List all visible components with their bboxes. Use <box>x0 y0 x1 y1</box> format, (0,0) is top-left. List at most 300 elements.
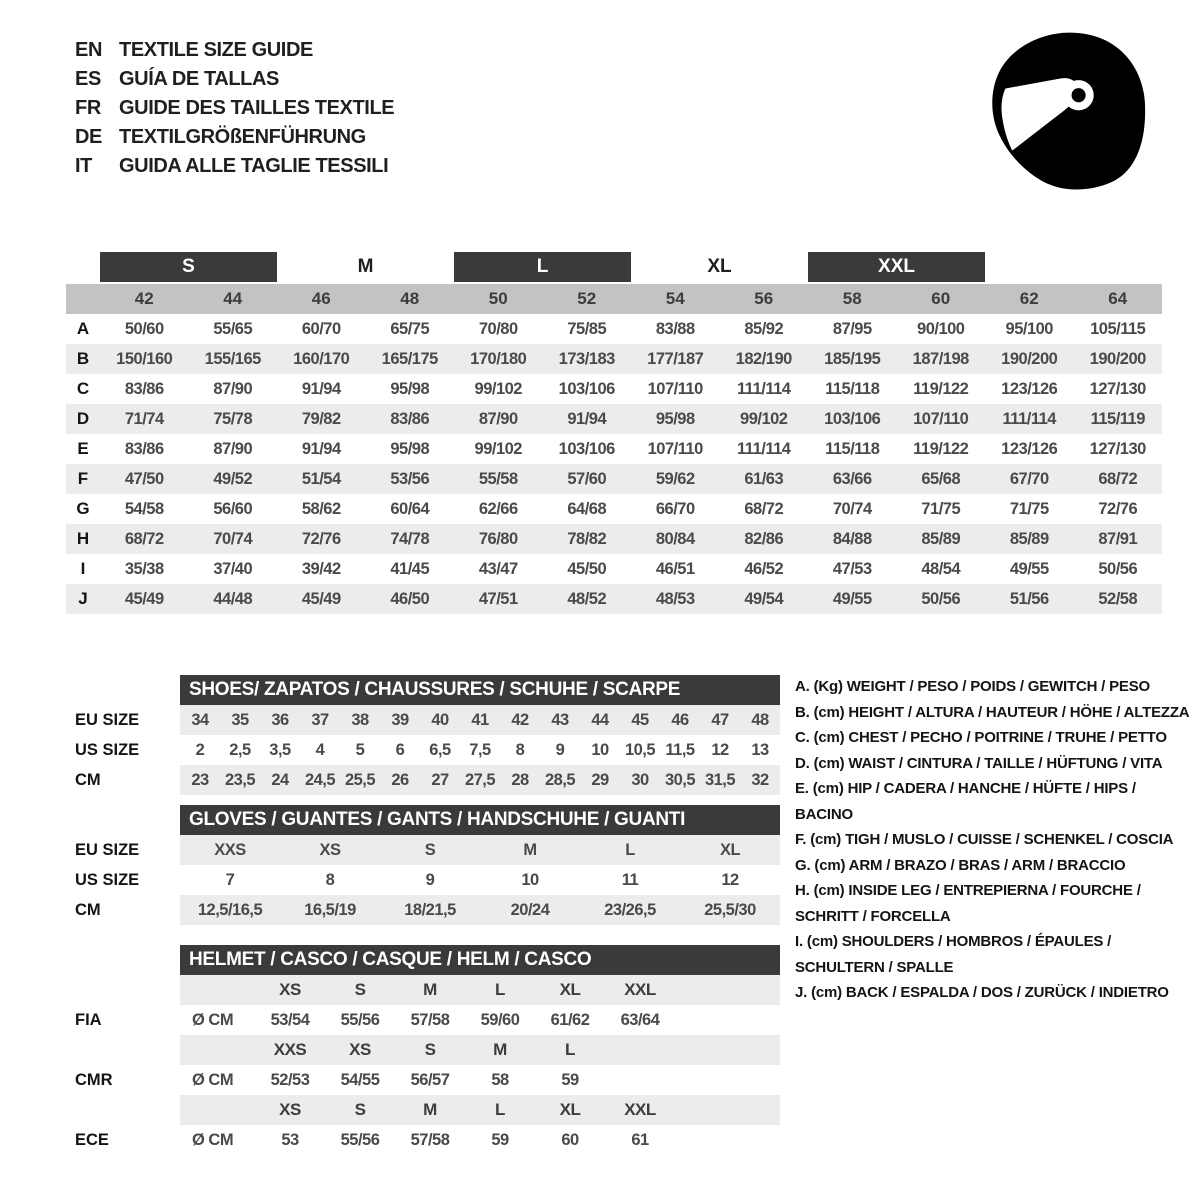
helmet-size-label: L <box>495 1100 505 1119</box>
measure-row-label: E <box>77 439 89 458</box>
measure-row-label: B <box>76 349 90 368</box>
measure-value: 50/56 <box>921 589 961 608</box>
measure-value: 56/60 <box>213 499 253 518</box>
strip-row-band <box>180 705 780 735</box>
helmet-value: 58 <box>491 1070 509 1089</box>
helmet-size-label: XL <box>559 1100 581 1119</box>
measure-value: 91/94 <box>301 379 341 398</box>
strip-value: 48 <box>751 710 769 729</box>
strip-value: 11 <box>621 870 639 889</box>
language-title: GUÍA DE TALLAS <box>119 68 279 90</box>
strip-row-label <box>66 1035 180 1065</box>
legend-item: G. (cm) ARM / BRAZO / BRAS / ARM / BRACCIO <box>795 856 1126 874</box>
measure-row-label: J <box>78 589 88 608</box>
language-title-list <box>75 36 394 181</box>
measure-row-b <box>66 344 1162 374</box>
measure-value: 95/98 <box>390 439 430 458</box>
language-code: IT <box>75 155 92 177</box>
strip-value: 45 <box>631 710 649 729</box>
helmet-size-label <box>605 1035 675 1065</box>
helmet-value <box>605 1065 675 1095</box>
language-code: DE <box>75 126 102 148</box>
strip-value: 12 <box>721 870 739 889</box>
helmet-size-label: L <box>495 980 505 999</box>
strip-value: 9 <box>425 870 435 889</box>
legend-item: H. (cm) INSIDE LEG / ENTREPIERNA / FOURCHE / SCHRITT / FORCELLA <box>795 882 1141 925</box>
helmet-sizes-band <box>180 1035 780 1065</box>
measure-value: 46/50 <box>390 589 430 608</box>
measure-value: 103/106 <box>824 409 881 428</box>
measure-value: 52/58 <box>1098 589 1138 608</box>
shoes-section-title: SHOES/ ZAPATOS / CHAUSSURES / SCHUHE / SCARPE <box>180 675 780 705</box>
strip-value: 47 <box>711 710 729 729</box>
strip-value: 7 <box>225 870 235 889</box>
measure-value: 47/53 <box>832 559 872 578</box>
measure-value: 45/49 <box>301 589 341 608</box>
strip-value: 10,5 <box>624 740 656 759</box>
language-title: GUIDE DES TAILLES TEXTILE <box>119 97 395 119</box>
strip-value: 32 <box>751 770 769 789</box>
helmet-size-label: XXL <box>624 1100 656 1119</box>
measure-value: 71/75 <box>921 499 961 518</box>
helmet-size-label: S <box>354 1100 366 1119</box>
strip-value: 40 <box>431 710 449 729</box>
legend-item: A. (Kg) WEIGHT / PESO / POIDS / GEWITCH / PESO <box>795 678 1150 695</box>
measure-value: 71/75 <box>1009 499 1049 518</box>
language-line <box>75 65 394 94</box>
numeric-size: 50 <box>488 289 508 308</box>
measure-value: 85/92 <box>744 319 784 338</box>
strip-value: S <box>424 840 436 859</box>
measure-value: 107/110 <box>647 379 703 398</box>
helmet-sizes-row <box>66 1035 780 1065</box>
helmet-table <box>66 975 780 1155</box>
strip-value: 11,5 <box>665 740 695 759</box>
helmet-values-row <box>66 1065 780 1095</box>
measure-row-f <box>66 464 1162 494</box>
helmet-value: 57/58 <box>410 1130 450 1149</box>
helmet-size-label: M <box>423 980 437 999</box>
measure-value: 190/200 <box>1089 349 1146 368</box>
strip-value: 46 <box>671 710 689 729</box>
gloves-row <box>66 835 780 865</box>
measure-value: 177/187 <box>647 349 704 368</box>
measure-value: 46/52 <box>744 559 784 578</box>
measure-value: 87/95 <box>832 319 872 338</box>
measure-value: 127/130 <box>1089 379 1146 398</box>
num-row-spacer <box>66 284 100 314</box>
measure-value: 99/102 <box>474 379 522 398</box>
measurement-legend <box>795 674 1190 1006</box>
strip-value: 39 <box>391 710 409 729</box>
numeric-size: 64 <box>1108 289 1128 308</box>
numeric-size: 44 <box>223 289 243 308</box>
measure-row-d <box>66 404 1162 434</box>
strip-row-band <box>180 835 780 865</box>
measure-row-j <box>66 584 1162 614</box>
helmet-values-row <box>66 1125 780 1155</box>
measure-row-label: A <box>76 319 90 338</box>
measure-value: 87/91 <box>1098 529 1138 548</box>
size-group-xxl: XXL <box>808 252 985 282</box>
helmet-value: 52/53 <box>270 1070 310 1089</box>
measure-value: 119/122 <box>913 379 969 398</box>
numeric-size: 60 <box>931 289 951 308</box>
strip-value: XS <box>319 840 341 859</box>
helmet-sizes-band <box>180 975 780 1005</box>
strip-value: 30,5 <box>664 770 696 789</box>
measure-value: 83/88 <box>655 319 695 338</box>
strip-value: 16,5/19 <box>304 900 356 919</box>
strip-value: 38 <box>351 710 369 729</box>
measure-value: 68/72 <box>1098 469 1138 488</box>
measure-value: 48/52 <box>567 589 607 608</box>
strip-row-label: CM <box>75 900 101 919</box>
strip-value: 8 <box>515 740 525 759</box>
measure-value: 123/126 <box>1001 379 1058 398</box>
strip-value: 6 <box>395 740 405 759</box>
legend-item: B. (cm) HEIGHT / ALTURA / HAUTEUR / HÖHE / ALTEZZA <box>795 703 1190 721</box>
measure-value: 57/60 <box>567 469 607 488</box>
measure-value: 155/165 <box>204 349 261 368</box>
strip-value: M <box>523 840 537 859</box>
language-line <box>75 94 394 123</box>
strip-value: 12,5/16,5 <box>197 900 263 919</box>
measure-value: 119/122 <box>913 439 969 458</box>
measure-value: 48/54 <box>921 559 961 578</box>
strip-value: 37 <box>311 710 329 729</box>
strip-row-label: CM <box>75 770 101 789</box>
language-title: GUIDA ALLE TAGLIE TESSILI <box>119 155 389 177</box>
helmet-sizes-row <box>66 975 780 1005</box>
helmet-size-label: L <box>565 1040 575 1059</box>
helmet-sizes-band <box>180 1095 780 1125</box>
measure-value: 87/90 <box>478 409 518 428</box>
measure-value: 185/195 <box>824 349 881 368</box>
helmet-unit-label: Ø CM <box>192 1070 234 1089</box>
measure-value: 79/82 <box>301 409 341 428</box>
strip-row-label: EU SIZE <box>75 710 140 729</box>
helmet-unit-label: Ø CM <box>192 1130 234 1149</box>
textile-size-table <box>66 252 1162 614</box>
measure-value: 55/58 <box>478 469 518 488</box>
measure-value: 173/183 <box>558 349 615 368</box>
legend-item: J. (cm) BACK / ESPALDA / DOS / ZURÜCK / INDIETRO <box>795 984 1169 1001</box>
language-code: FR <box>75 97 101 119</box>
measure-value: 76/80 <box>478 529 518 548</box>
size-group-xl: XL <box>707 256 732 277</box>
measure-value: 72/76 <box>301 529 341 548</box>
lower-size-sections <box>66 675 780 1155</box>
helmet-size-label: XXS <box>273 1040 307 1059</box>
measure-value: 54/58 <box>124 499 164 518</box>
measure-value: 83/86 <box>124 439 164 458</box>
measure-row-g <box>66 494 1162 524</box>
measure-value: 48/53 <box>655 589 695 608</box>
measure-value: 99/102 <box>474 439 522 458</box>
measure-value: 50/56 <box>1098 559 1138 578</box>
measure-value: 43/47 <box>478 559 518 578</box>
measure-value: 51/54 <box>301 469 341 488</box>
strip-value: 30 <box>631 770 649 789</box>
helmet-value: 63/64 <box>620 1010 660 1029</box>
measure-value: 70/80 <box>478 319 518 338</box>
numeric-size: 46 <box>311 289 331 308</box>
measure-value: 53/56 <box>390 469 430 488</box>
language-line <box>75 123 394 152</box>
helmet-size-label: M <box>493 1040 507 1059</box>
helmet-size-label: M <box>423 1100 437 1119</box>
measure-value: 63/66 <box>832 469 872 488</box>
measure-value: 46/51 <box>655 559 695 578</box>
strip-value: 24 <box>271 770 289 789</box>
strip-value: 5 <box>355 740 365 759</box>
measure-row-label: C <box>76 379 90 398</box>
measure-value: 45/50 <box>567 559 607 578</box>
strip-value: 31,5 <box>704 770 736 789</box>
legend-item: C. (cm) CHEST / PECHO / POITRINE / TRUHE / PETTO <box>795 729 1167 746</box>
measure-value: 111/114 <box>1002 409 1056 428</box>
measure-value: 75/85 <box>567 319 607 338</box>
helmet-value: 59 <box>561 1070 579 1089</box>
measure-value: 111/114 <box>737 379 791 398</box>
strip-value: 10 <box>591 740 609 759</box>
helmet-unit-spacer <box>180 975 255 1005</box>
measure-row-label: D <box>76 409 90 428</box>
shoes-row <box>66 735 780 765</box>
measure-value: 61/63 <box>744 469 784 488</box>
language-code: EN <box>75 39 102 61</box>
measure-row-c <box>66 374 1162 404</box>
measure-value: 75/78 <box>213 409 253 428</box>
strip-value: 42 <box>511 710 529 729</box>
size-group-s: S <box>100 252 277 282</box>
measure-value: 49/54 <box>744 589 784 608</box>
measure-value: 115/118 <box>825 439 880 458</box>
measure-row-label: H <box>76 529 90 548</box>
measure-value: 62/66 <box>478 499 518 518</box>
numeric-size: 54 <box>665 289 685 308</box>
strip-value: XL <box>719 840 741 859</box>
numeric-size: 58 <box>842 289 862 308</box>
size-band-spacer <box>66 252 100 282</box>
measure-value: 127/130 <box>1089 439 1146 458</box>
helmet-value: 57/58 <box>410 1010 450 1029</box>
strip-value: 23,5 <box>224 770 256 789</box>
helmet-sizes-row <box>66 1095 780 1125</box>
measure-value: 115/119 <box>1090 409 1145 428</box>
strip-value: L <box>625 840 635 859</box>
measure-value: 65/68 <box>921 469 961 488</box>
strip-value: 9 <box>555 740 565 759</box>
strip-value: 29 <box>591 770 609 789</box>
measure-value: 47/51 <box>478 589 518 608</box>
strip-value: 34 <box>191 710 209 729</box>
measure-value: 105/115 <box>1090 319 1146 338</box>
measure-value: 107/110 <box>647 439 703 458</box>
measure-value: 160/170 <box>293 349 350 368</box>
strip-value: 25,5/30 <box>704 900 756 919</box>
gloves-section-title: GLOVES / GUANTES / GANTS / HANDSCHUHE / GUANTI <box>180 805 780 835</box>
language-title: TEXTILGRÖßENFÜHRUNG <box>119 126 366 148</box>
strip-value: 27,5 <box>464 770 496 789</box>
language-code: ES <box>75 68 101 90</box>
measure-value: 103/106 <box>558 379 615 398</box>
measure-row-i <box>66 554 1162 584</box>
measure-value: 78/82 <box>567 529 607 548</box>
measure-row-a <box>66 314 1162 344</box>
measure-value: 70/74 <box>832 499 872 518</box>
strip-value: 41 <box>471 710 489 729</box>
helmet-value: 54/55 <box>340 1070 380 1089</box>
strip-value: 28 <box>511 770 529 789</box>
size-group-band <box>66 252 1162 282</box>
strip-row-band <box>180 735 780 765</box>
measure-value: 99/102 <box>740 409 788 428</box>
helmet-value: 59 <box>491 1130 509 1149</box>
numeric-size: 56 <box>754 289 774 308</box>
strip-value: 10 <box>521 870 539 889</box>
legend-item: E. (cm) HIP / CADERA / HANCHE / HÜFTE / HIPS / BACINO <box>795 780 1136 823</box>
strip-value: 12 <box>711 740 729 759</box>
measure-value: 60/70 <box>301 319 341 338</box>
strip-row-label: US SIZE <box>75 740 140 759</box>
helmet-value: 60 <box>561 1130 579 1149</box>
helmet-section-title: HELMET / CASCO / CASQUE / HELM / CASCO <box>180 945 780 975</box>
language-line <box>75 36 394 65</box>
measure-value: 95/100 <box>1005 319 1053 338</box>
size-band-spacer <box>985 252 1074 282</box>
helmet-standard-label: FIA <box>75 1010 102 1029</box>
measure-value: 103/106 <box>558 439 615 458</box>
strip-value: 26 <box>391 770 409 789</box>
measure-value: 190/200 <box>1001 349 1058 368</box>
helmet-value: 56/57 <box>410 1070 450 1089</box>
strip-value: 3,5 <box>269 740 291 759</box>
strip-row-label: EU SIZE <box>75 840 140 859</box>
measure-value: 72/76 <box>1098 499 1138 518</box>
helmet-value: 55/56 <box>340 1130 380 1149</box>
helmet-values-band <box>180 1125 780 1155</box>
racing-helmet-icon <box>982 24 1150 200</box>
measure-value: 41/45 <box>390 559 430 578</box>
measure-value: 44/48 <box>213 589 253 608</box>
measure-row-label: I <box>80 559 86 578</box>
measure-value: 74/78 <box>390 529 430 548</box>
measure-value: 91/94 <box>567 409 607 428</box>
strip-value: 23/26,5 <box>604 900 656 919</box>
measure-value: 115/118 <box>825 379 880 398</box>
measure-value: 95/98 <box>655 409 695 428</box>
strip-value: 23 <box>191 770 209 789</box>
helmet-unit-spacer <box>180 1095 255 1125</box>
measure-value: 85/89 <box>1009 529 1049 548</box>
helmet-value: 61/62 <box>550 1010 590 1029</box>
measure-value: 83/86 <box>390 409 430 428</box>
strip-value: 4 <box>315 740 325 759</box>
helmet-size-label: S <box>424 1040 436 1059</box>
strip-row-band <box>180 895 780 925</box>
measure-value: 50/60 <box>124 319 164 338</box>
helmet-size-label: XS <box>349 1040 371 1059</box>
strip-value: 36 <box>271 710 289 729</box>
strip-value: 6,5 <box>429 740 451 759</box>
measure-value: 87/90 <box>213 379 253 398</box>
strip-row-label: US SIZE <box>75 870 140 889</box>
measure-value: 84/88 <box>832 529 872 548</box>
helmet-standard-label: ECE <box>75 1130 109 1149</box>
measure-value: 95/98 <box>390 379 430 398</box>
strip-row-label <box>66 1095 180 1125</box>
measure-value: 64/68 <box>567 499 607 518</box>
legend-item: I. (cm) SHOULDERS / HOMBROS / ÉPAULES / SCHULTERN / SPALLE <box>795 933 1112 976</box>
helmet-value: 55/56 <box>340 1010 380 1029</box>
numeric-size: 62 <box>1019 289 1039 308</box>
measure-value: 49/52 <box>213 469 253 488</box>
strip-value: 27 <box>431 770 449 789</box>
size-group-l: L <box>454 252 631 282</box>
measure-value: 90/100 <box>917 319 965 338</box>
numeric-size: 48 <box>400 289 420 308</box>
measure-row-label: G <box>76 499 90 518</box>
strip-row-band <box>180 765 780 795</box>
strip-value: 2,5 <box>229 740 251 759</box>
strip-value: XXS <box>214 840 246 859</box>
measure-value: 37/40 <box>213 559 253 578</box>
strip-value: 35 <box>231 710 249 729</box>
strip-value: 7,5 <box>469 740 491 759</box>
measure-value: 107/110 <box>913 409 969 428</box>
measure-value: 47/50 <box>124 469 164 488</box>
helmet-value: 53/54 <box>270 1010 310 1029</box>
numeric-size: 42 <box>134 289 154 308</box>
measure-value: 85/89 <box>921 529 961 548</box>
gloves-table <box>66 835 780 925</box>
helmet-values-band <box>180 1005 780 1035</box>
strip-row-band <box>180 865 780 895</box>
strip-value: 24,5 <box>304 770 336 789</box>
gloves-row <box>66 895 780 925</box>
helmet-size-label: XS <box>279 980 301 999</box>
size-group-m: M <box>357 256 374 277</box>
numeric-size: 52 <box>577 289 597 308</box>
measure-value: 51/56 <box>1009 589 1049 608</box>
helmet-size-label: XS <box>279 1100 301 1119</box>
strip-value: 43 <box>551 710 569 729</box>
strip-value: 18/21,5 <box>404 900 456 919</box>
shoes-table <box>66 705 780 795</box>
strip-value: 8 <box>325 870 335 889</box>
strip-value: 44 <box>591 710 609 729</box>
measure-value: 150/160 <box>116 349 173 368</box>
strip-value: 20/24 <box>510 900 550 919</box>
measure-value: 49/55 <box>1009 559 1049 578</box>
strip-value: 2 <box>195 740 205 759</box>
measure-value: 87/90 <box>213 439 253 458</box>
shoes-row <box>66 765 780 795</box>
legend-item: D. (cm) WAIST / CINTURA / TAILLE / HÜFTUNG / VITA <box>795 754 1163 772</box>
helmet-unit-label: Ø CM <box>192 1010 234 1029</box>
language-title: TEXTILE SIZE GUIDE <box>119 39 313 61</box>
measure-value: 83/86 <box>124 379 164 398</box>
measure-value: 68/72 <box>124 529 164 548</box>
measure-value: 35/38 <box>124 559 164 578</box>
measure-value: 111/114 <box>737 439 791 458</box>
measure-value: 123/126 <box>1001 439 1058 458</box>
strip-value: 28,5 <box>544 770 576 789</box>
measure-value: 68/72 <box>744 499 784 518</box>
measure-row-label: F <box>77 469 89 488</box>
